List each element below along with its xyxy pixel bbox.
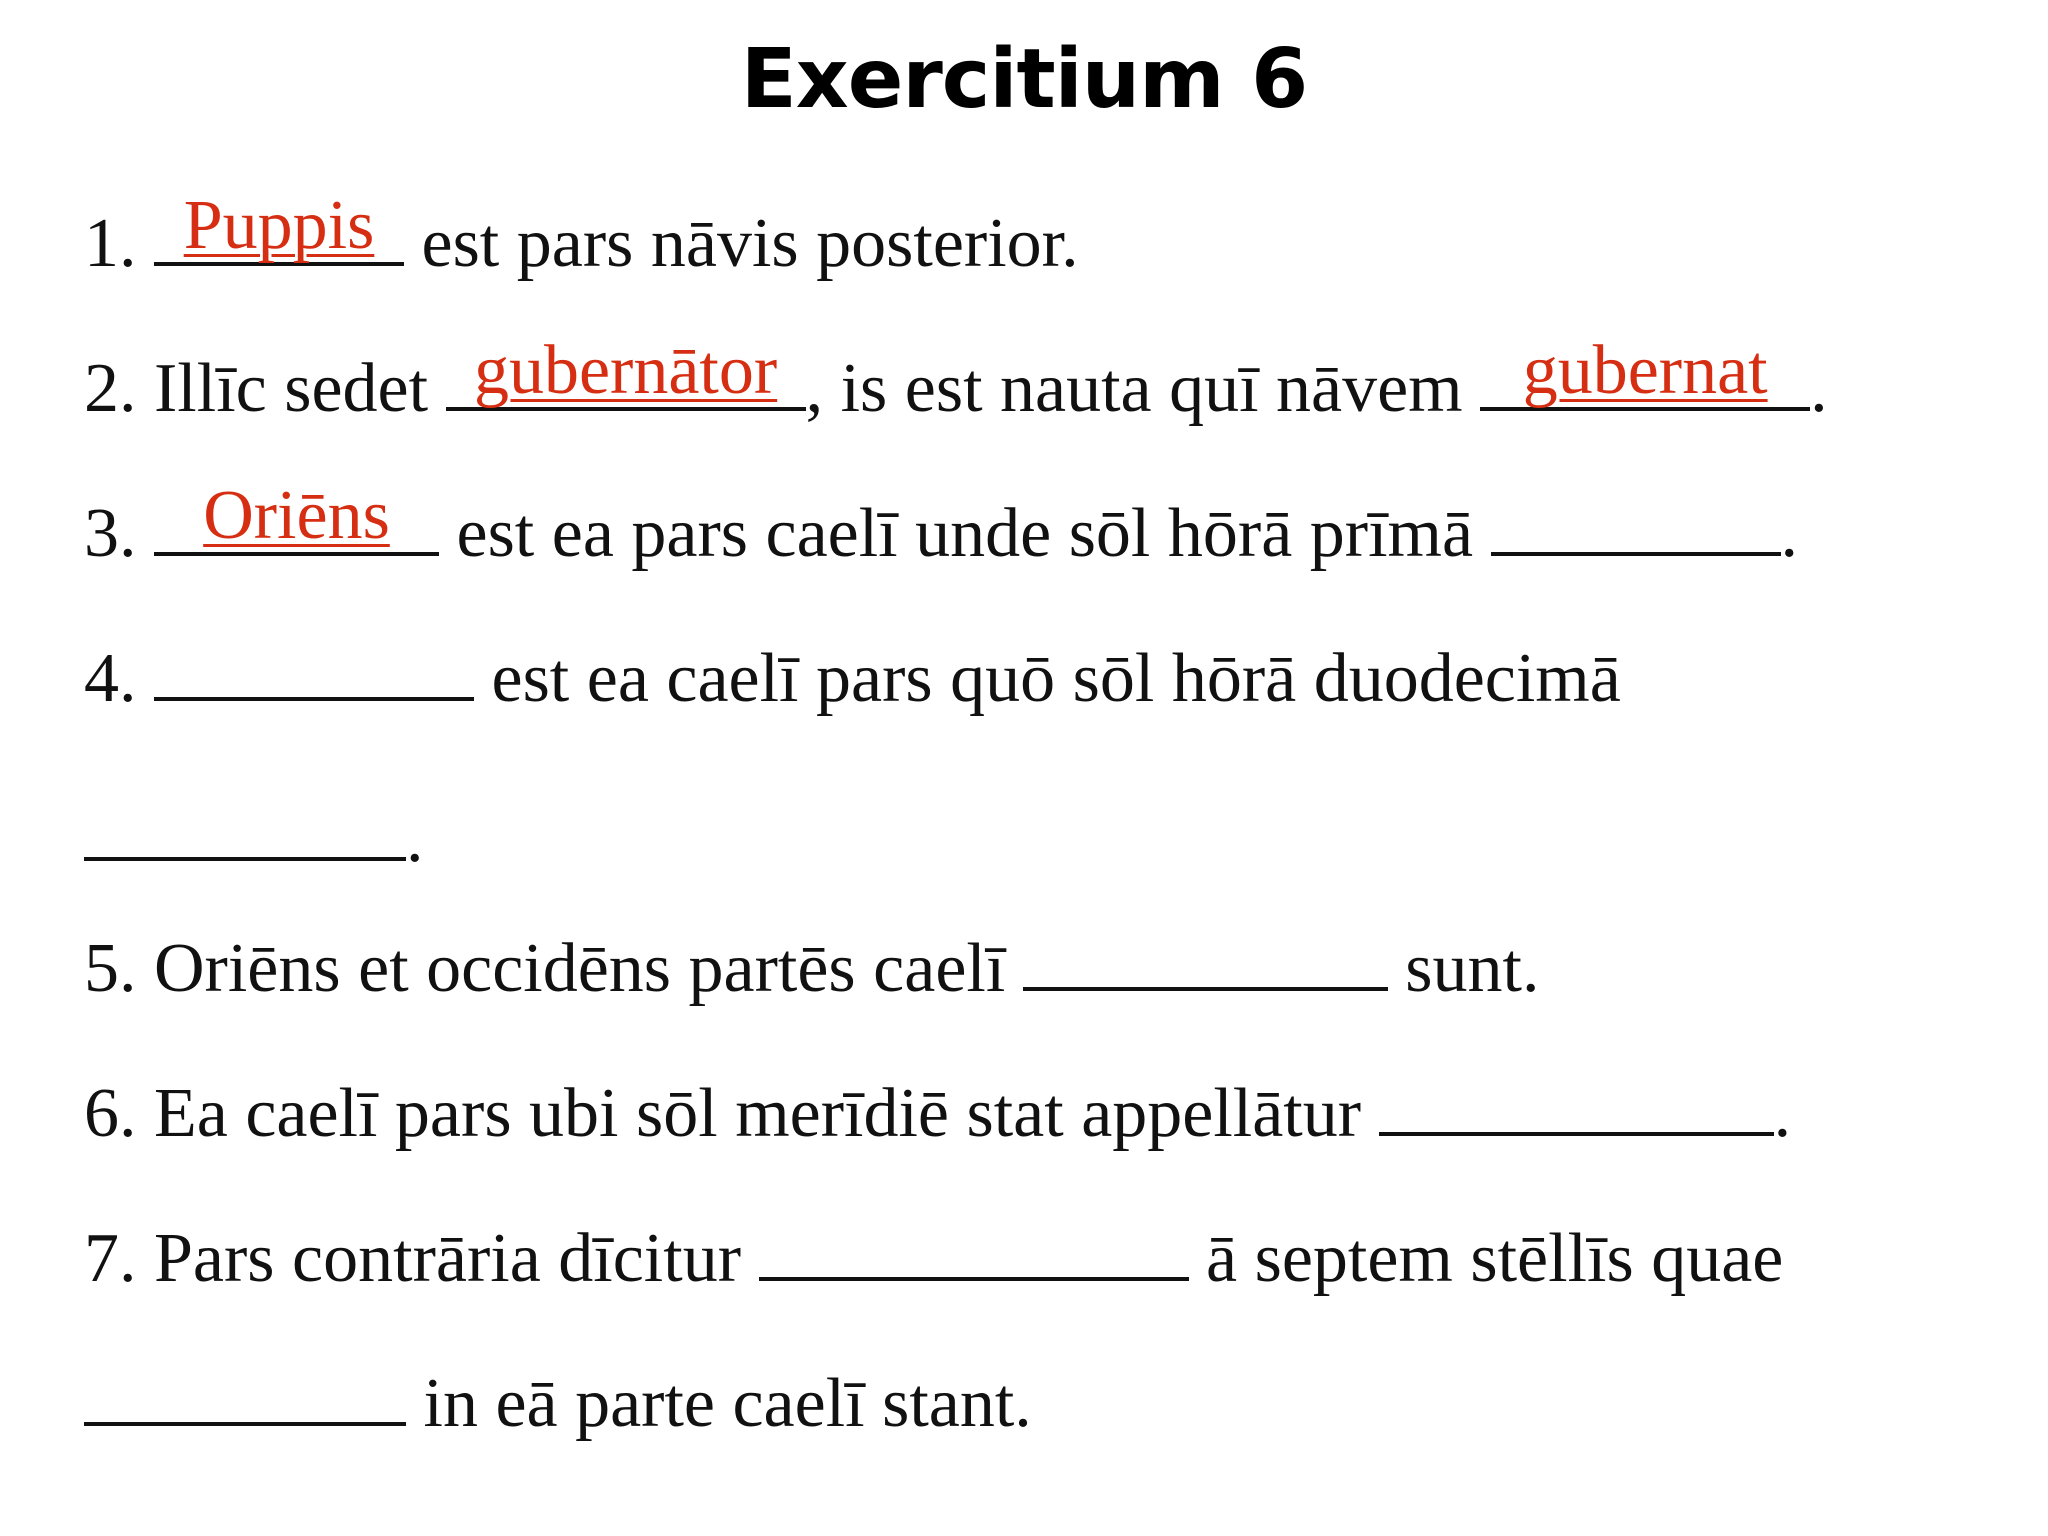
sentence-7-text-mid: ā septem stēllīs quae [1206,1220,1784,1297]
sentence-3-end: . [1780,495,1799,572]
sentence-2 [84,332,1828,434]
sentence-4 [84,625,1621,724]
sentence-2-answer-2: gubernat [1522,332,1768,409]
sentence-2-blank-1[interactable] [446,332,806,411]
sentence-2-number: 2. [84,350,137,427]
sentence-2-blank-2[interactable] [1480,332,1810,411]
sentence-1-answer: Puppis [183,187,375,264]
sentence-3-blank-1[interactable] [154,477,439,556]
sentence-6-end: . [1773,1075,1792,1152]
sentence-6-blank[interactable] [1379,1060,1774,1136]
sentence-1-text: est pars nāvis posterior. [421,205,1079,282]
sentence-2-text-before: Illīc sedet [154,350,429,427]
sentence-6-text: 6. Ea caelī pars ubi sōl merīdiē stat appellātur [84,1075,1362,1152]
sentence-4-continued [84,785,424,884]
sentence-5-text-after: sunt. [1405,930,1540,1007]
sentence-7-continued [84,1350,1032,1449]
sentence-7 [84,1205,1783,1304]
sentence-1-number: 1. [84,205,137,282]
sentence-4-number: 4. [84,640,137,717]
sentence-3-text: est ea pars caelī unde sōl hōrā prīmā [456,495,1474,572]
page-title: Exercitium 6 [740,32,1308,127]
sentence-7-text-after: in eā parte caelī stant. [423,1365,1032,1442]
sentence-4-blank-1[interactable] [154,625,474,701]
sentence-2-answer-1: gubernātor [473,332,778,409]
sentence-3-answer: Oriēns [203,477,390,554]
sentence-4-end: . [406,800,424,877]
sentence-2-text-mid: , is est nauta quī nāvem [805,350,1463,427]
sentence-4-blank-2[interactable] [84,785,406,861]
sentence-7-blank-2[interactable] [84,1350,406,1426]
sentence-5 [84,915,1539,1014]
sentence-3-number: 3. [84,495,137,572]
sentence-7-text-before: 7. Pars contrāria dīcitur [84,1220,742,1297]
sentence-4-text: est ea caelī pars quō sōl hōrā duodecimā [491,640,1621,717]
sentence-3-blank-2[interactable] [1491,480,1781,556]
sentence-6 [84,1060,1791,1159]
sentence-1-blank[interactable] [154,187,404,266]
sentence-7-blank-1[interactable] [759,1205,1189,1281]
sentence-5-text-before: 5. Oriēns et occidēns partēs caelī [84,930,1006,1007]
sentence-5-blank[interactable] [1023,915,1388,991]
sentence-3 [84,477,1799,579]
sentence-1 [84,187,1079,289]
sentence-2-end: . [1810,350,1828,427]
